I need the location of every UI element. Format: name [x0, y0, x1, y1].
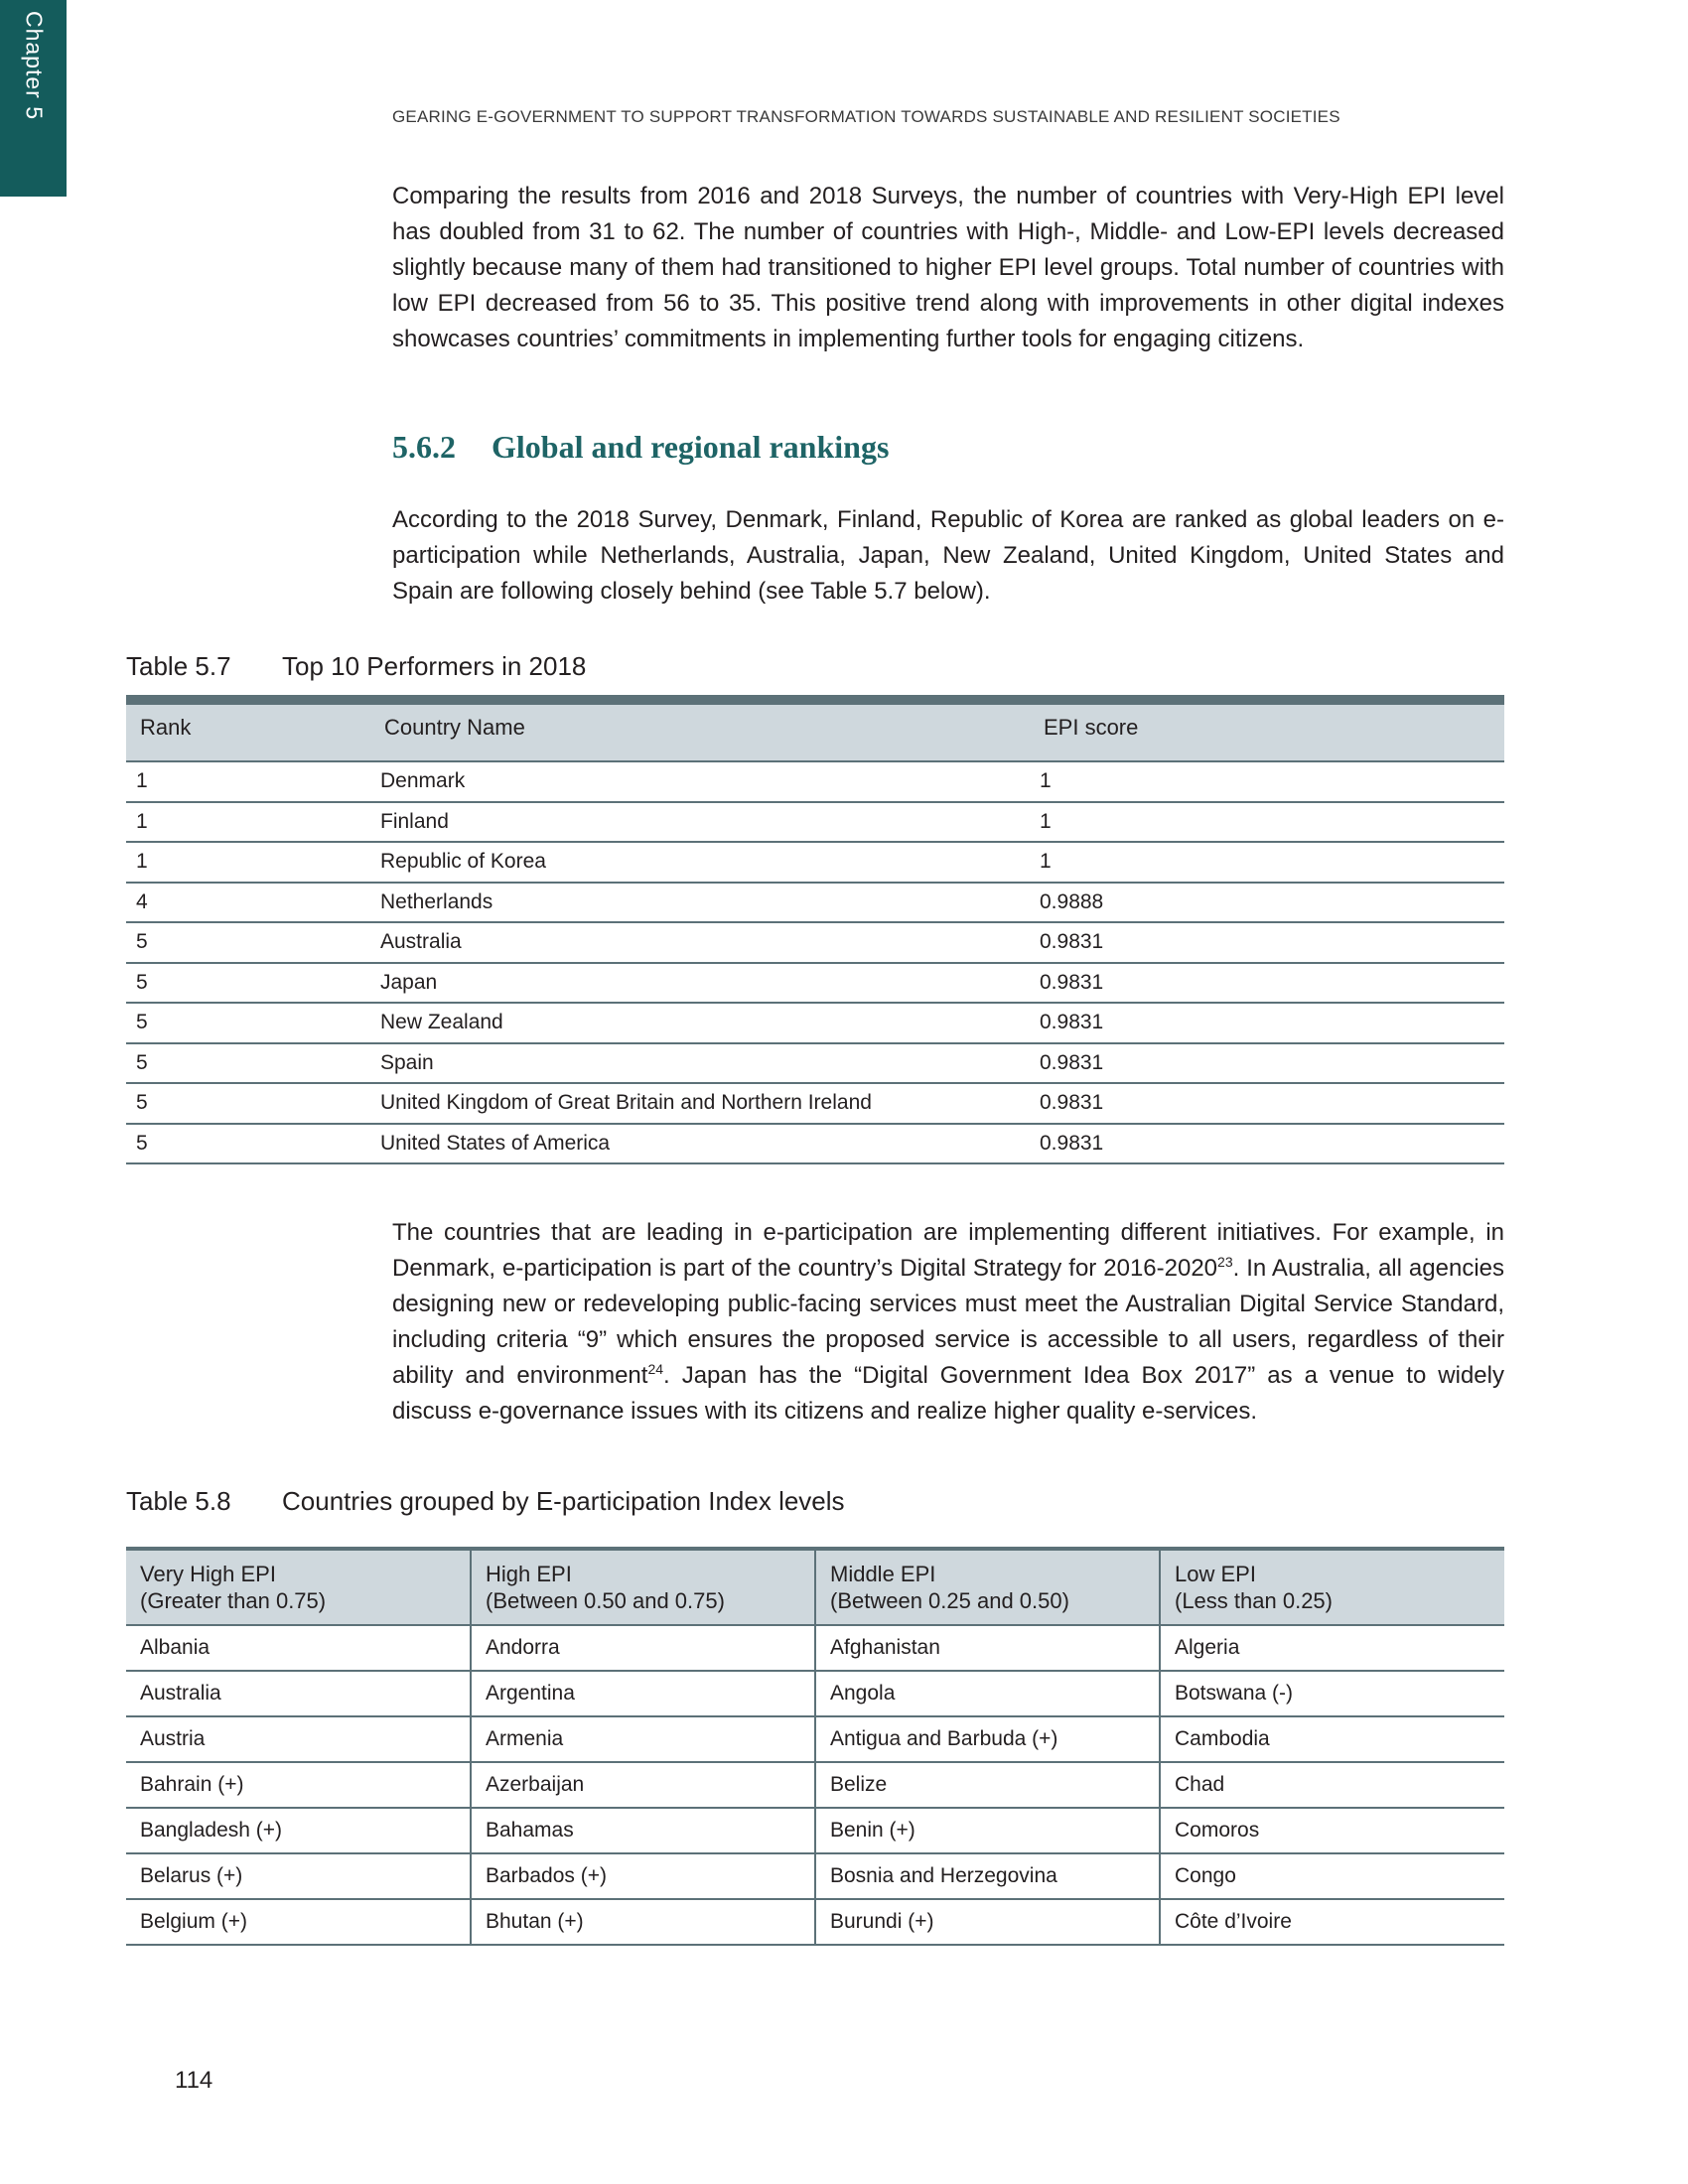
country-cell: Australia: [126, 1671, 471, 1716]
table-row: [126, 963, 1504, 1004]
country-cell: Netherlands: [370, 883, 1030, 923]
rank-cell: 1: [126, 761, 370, 802]
footnote-ref-23: 23: [1217, 1254, 1233, 1270]
intro-paragraph: Comparing the results from 2016 and 2018 Surveys, the number of countries with Very-High EPI level has doubled from 31 to 62. The number of countries with High-, Middle- and Low-EPI levels decreased slightly because many of them had transitioned to higher EPI level groups. Total number of countries with low EPI decreased from 56 to 35. This positive trend along with improvements in other digital indexes showcases countries’ commitments in implementing further tools for engaging citizens.: [392, 183, 1504, 352]
country-cell: Chad: [1160, 1762, 1504, 1808]
header-epi-score: EPI score: [1030, 700, 1504, 761]
country-cell: Denmark: [370, 761, 1030, 802]
country-cell: Côte d’Ivoire: [1160, 1899, 1504, 1945]
table-row: [126, 1003, 1504, 1043]
country-cell: Belize: [815, 1762, 1160, 1808]
score-cell: 0.9888: [1030, 883, 1504, 923]
country-cell: Japan: [370, 963, 1030, 1004]
score-cell: 1: [1030, 842, 1504, 883]
country-cell: Cambodia: [1160, 1716, 1504, 1762]
country-cell: Bahrain (+): [126, 1762, 471, 1808]
table-5-8-number: Table 5.8: [126, 1486, 231, 1516]
country-cell: Bangladesh (+): [126, 1808, 471, 1853]
score-cell: 0.9831: [1030, 963, 1504, 1004]
header-rank: Rank: [126, 700, 370, 761]
table-row: [126, 1043, 1504, 1084]
section-number: 5.6.2: [392, 429, 456, 465]
rank-cell: 1: [126, 802, 370, 843]
country-cell: Belarus (+): [126, 1853, 471, 1899]
country-cell: Bosnia and Herzegovina: [815, 1853, 1160, 1899]
table-row: [126, 761, 1504, 802]
table-row: [126, 1762, 1504, 1808]
epi-groups-table: [126, 1547, 1504, 1946]
table-row: [126, 922, 1504, 963]
score-cell: 0.9831: [1030, 922, 1504, 963]
table-row: [126, 1124, 1504, 1164]
country-cell: Armenia: [471, 1716, 815, 1762]
header-group-range: (Greater than 0.75): [140, 1588, 327, 1613]
country-cell: Antigua and Barbuda (+): [815, 1716, 1160, 1762]
initiatives-paragraph: [392, 1215, 1504, 1430]
header-very-high-epi: [126, 1549, 471, 1625]
header-group-name: High EPI: [486, 1562, 572, 1586]
header-high-epi: [471, 1549, 815, 1625]
table-header-row: [126, 1549, 1504, 1625]
country-cell: Angola: [815, 1671, 1160, 1716]
header-group-name: Very High EPI: [140, 1562, 276, 1586]
header-middle-epi: [815, 1549, 1160, 1625]
rank-cell: 4: [126, 883, 370, 923]
score-cell: 0.9831: [1030, 1083, 1504, 1124]
table-header-row: [126, 700, 1504, 761]
section-heading: [392, 429, 889, 466]
table-row: [126, 1853, 1504, 1899]
country-cell: Algeria: [1160, 1625, 1504, 1671]
table-5-7-number: Table 5.7: [126, 651, 231, 681]
rank-cell: 5: [126, 1003, 370, 1043]
country-cell: Bahamas: [471, 1808, 815, 1853]
initiatives-text-part3: . Japan has the “Digital Government Idea Box 2017” as a venue to widely discuss e-governance issues with its citizens and realize higher quality e-services.: [392, 1362, 1504, 1425]
table-5-7-caption: [126, 651, 586, 682]
table-row: [126, 1671, 1504, 1716]
footnote-ref-24: 24: [647, 1361, 664, 1377]
score-cell: 1: [1030, 761, 1504, 802]
country-cell: Albania: [126, 1625, 471, 1671]
table-row: [126, 1083, 1504, 1124]
header-group-name: Middle EPI: [830, 1562, 936, 1586]
table-row: [126, 883, 1504, 923]
rank-cell: 5: [126, 922, 370, 963]
country-cell: Argentina: [471, 1671, 815, 1716]
score-cell: 0.9831: [1030, 1003, 1504, 1043]
section-title: Global and regional rankings: [492, 429, 890, 465]
country-cell: United States of America: [370, 1124, 1030, 1164]
rank-cell: 5: [126, 963, 370, 1004]
table-row: [126, 1716, 1504, 1762]
country-cell: Botswana (-): [1160, 1671, 1504, 1716]
country-cell: Andorra: [471, 1625, 815, 1671]
table-row: [126, 802, 1504, 843]
score-cell: 0.9831: [1030, 1124, 1504, 1164]
country-cell: Austria: [126, 1716, 471, 1762]
page-number: 114: [175, 2067, 213, 2094]
table-5-8-title: Countries grouped by E-participation Index levels: [282, 1486, 845, 1516]
table-row: [126, 842, 1504, 883]
chapter-tab: [0, 0, 67, 197]
country-cell: Afghanistan: [815, 1625, 1160, 1671]
country-cell: Azerbaijan: [471, 1762, 815, 1808]
country-cell: Belgium (+): [126, 1899, 471, 1945]
rank-cell: 5: [126, 1124, 370, 1164]
country-cell: Burundi (+): [815, 1899, 1160, 1945]
rank-cell: 5: [126, 1043, 370, 1084]
header-group-range: (Between 0.25 and 0.50): [830, 1588, 1069, 1613]
rank-cell: 1: [126, 842, 370, 883]
section-paragraph: According to the 2018 Survey, Denmark, Finland, Republic of Korea are ranked as global leaders on e-participation while Netherlands, Australia, Japan, New Zealand, United Kingdom, United States and Spain are following closely behind (see Table 5.7 below).: [392, 506, 1504, 605]
country-cell: New Zealand: [370, 1003, 1030, 1043]
country-cell: Republic of Korea: [370, 842, 1030, 883]
table-5-8-caption: [126, 1486, 845, 1517]
country-cell: Finland: [370, 802, 1030, 843]
rank-cell: 5: [126, 1083, 370, 1124]
header-low-epi: [1160, 1549, 1504, 1625]
country-cell: Congo: [1160, 1853, 1504, 1899]
header-country-name: Country Name: [370, 700, 1030, 761]
country-cell: Spain: [370, 1043, 1030, 1084]
country-cell: Bhutan (+): [471, 1899, 815, 1945]
country-cell: Benin (+): [815, 1808, 1160, 1853]
chapter-tab-label: Chapter 5: [21, 10, 48, 121]
score-cell: 0.9831: [1030, 1043, 1504, 1084]
score-cell: 1: [1030, 802, 1504, 843]
initiatives-text-part1: The countries that are leading in e-participation are implementing different initiatives. For example, in Denmark, e-participation is part of the country’s Digital Strategy for 2016-2020: [392, 1219, 1504, 1282]
table-row: [126, 1808, 1504, 1853]
table-row: [126, 1899, 1504, 1945]
header-group-name: Low EPI: [1175, 1562, 1256, 1586]
table-row: [126, 1625, 1504, 1671]
initiatives-text-part2: . In Australia, all agencies designing new or redeveloping public-facing services must meet the Australian Digital Service Standard, including criteria “9” which ensures the proposed service is accessible to all users, regardless of their ability and environment: [392, 1255, 1505, 1389]
country-cell: Australia: [370, 922, 1030, 963]
country-cell: Barbados (+): [471, 1853, 815, 1899]
top-performers-table: [126, 695, 1504, 1164]
header-group-range: (Between 0.50 and 0.75): [486, 1588, 725, 1613]
header-group-range: (Less than 0.25): [1175, 1588, 1333, 1613]
country-cell: United Kingdom of Great Britain and Northern Ireland: [370, 1083, 1030, 1124]
table-5-7-title: Top 10 Performers in 2018: [282, 651, 587, 681]
country-cell: Comoros: [1160, 1808, 1504, 1853]
running-head: GEARING E-GOVERNMENT TO SUPPORT TRANSFORMATION TOWARDS SUSTAINABLE AND RESILIENT SOCIETIES: [392, 107, 1340, 126]
